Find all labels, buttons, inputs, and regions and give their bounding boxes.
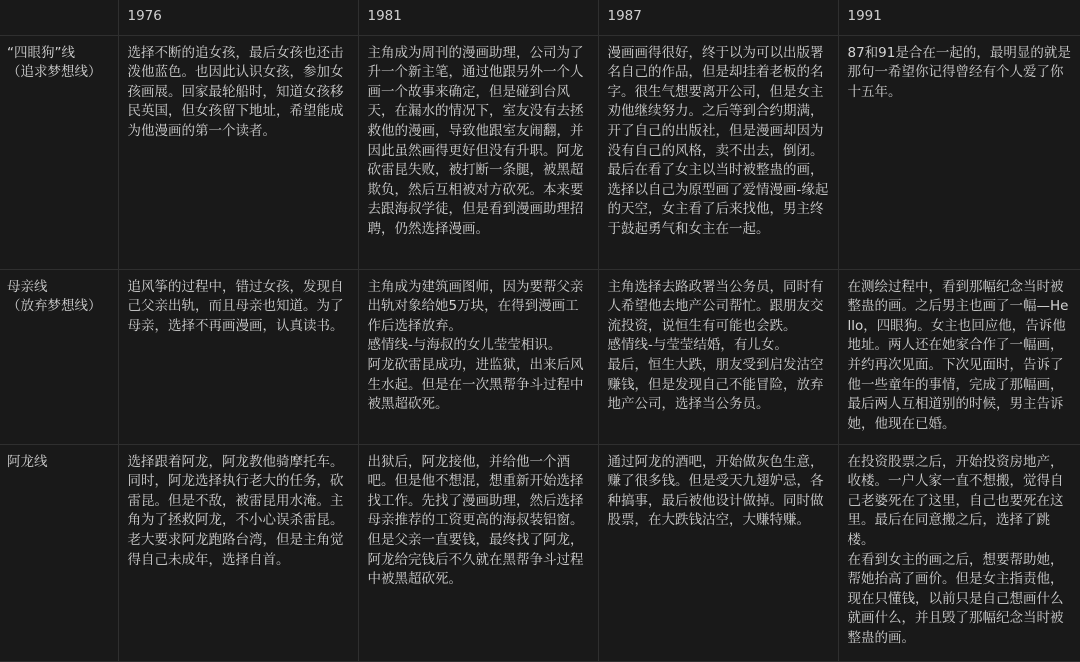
header-cell-1987: 1987 [598, 0, 838, 35]
header-cell-1976: 1976 [118, 0, 358, 35]
cell-paragraph: 87和91是合在一起的，最明显的就是那句一希望你记得曾经有个人爱了你十五年。 [847, 44, 1071, 100]
row-label-cell [0, 35, 118, 269]
table-row [0, 269, 1080, 444]
table-cell [118, 269, 358, 444]
table-cell [598, 35, 838, 269]
table-cell [598, 444, 838, 661]
row-label-line: （追求梦想线） [7, 64, 102, 81]
row-label-line: （放弃梦想线） [7, 298, 102, 315]
header-row [0, 0, 1080, 35]
cell-paragraph: 主角成为建筑画图师，因为要帮父亲出轨对象给她5万块，在得到漫画工作后选择放弃。 [367, 278, 584, 334]
table-row [0, 35, 1080, 269]
table-cell [358, 444, 598, 661]
table-body [0, 35, 1080, 661]
table-header [0, 0, 1080, 35]
table-cell [598, 269, 838, 444]
cell-paragraph: 选择跟着阿龙，阿龙教他骑摩托车。同时，阿龙选择执行老大的任务，砍雷昆。但是不敌，被雷昆用水淹。主角为了拯救阿龙，不小心误杀雷昆。老大要求阿龙跑路台湾，但是主角觉得自己未成年，选择自首。 [127, 453, 344, 568]
cell-paragraph: 阿龙砍雷昆成功，进监狱，出来后风生水起。但是在一次黑帮争斗过程中被黑超砍死。 [367, 356, 584, 413]
header-cell-corner [0, 0, 118, 35]
row-label-cell [0, 444, 118, 661]
cell-paragraph: 感情线-与海叔的女儿莹莹相识。 [367, 337, 562, 354]
row-label-line: 阿龙线 [7, 453, 48, 470]
row-label-cell [0, 269, 118, 444]
table-row [0, 444, 1080, 661]
cell-paragraph: 在看到女主的画之后，想要帮助她，帮她抬高了画价。但是女主指责他，现在只懂钱，以前只是自己想画什么就画什么，并且毁了那幅纪念当时被整蛊的画。 [847, 551, 1064, 646]
cell-paragraph: 在投资股票之后，开始投资房地产，收楼。一户人家一直不想搬，觉得自己老婆死在了这里，自己也要死在这里。最后在同意搬之后，选择了跳楼。 [847, 453, 1064, 548]
cell-paragraph: 追风筝的过程中，错过女孩，发现自己父亲出轨，而且母亲也知道。为了母亲，选择不再画漫画，认真读书。 [127, 278, 344, 334]
table-cell [358, 269, 598, 444]
header-cell-1981: 1981 [358, 0, 598, 35]
table-cell [358, 35, 598, 269]
cell-paragraph: 通过阿龙的酒吧，开始做灰色生意，赚了很多钱。但是受天九翅妒忌，各种搞事，最后被他设计做掉。同时做股票，在大跌钱沽空，大赚特赚。 [607, 453, 824, 529]
cell-paragraph: 在测绘过程中，看到那幅纪念当时被整蛊的画。之后男主也画了一幅—Hello，四眼狗。女主也回应他，告诉他地址。两人还在她家合作了一幅画，并约再次见面。下次见面时，告诉了他一些童年的事情，完成了那幅画，最后两人互相道别的时候，男主告诉她，他现在已婚。 [847, 278, 1069, 432]
cell-paragraph: 出狱后，阿龙接他，并给他一个酒吧。但是他不想混，想重新开始选择找工作。先找了漫画助理，然后选择母亲推荐的工资更高的海叔装铝窗。但是父亲一直要钱，最终找了阿龙，阿龙给完钱后不久就在黑帮争斗过程中被黑超砍死。 [367, 453, 584, 588]
table-cell [118, 444, 358, 661]
table-cell [838, 269, 1080, 444]
table-cell [838, 444, 1080, 661]
row-label-line: “四眼狗”线 [7, 44, 75, 61]
row-label-line: 母亲线 [7, 278, 48, 295]
cell-paragraph: 感情线-与莹莹结婚，有儿女。 [607, 337, 788, 354]
cell-paragraph: 主角选择去路政署当公务员，同时有人希望他去地产公司帮忙。跟朋友交流投资，说恒生有可能也会跌。 [607, 278, 824, 334]
cell-paragraph: 选择不断的追女孩，最后女孩也还击泼他蓝色。也因此认识女孩，参加女孩画展。回家最轮船时，知道女孩移民英国，但女孩留下地址，希望能成为他漫画的第一个读者。 [127, 44, 344, 139]
table-cell [838, 35, 1080, 269]
cell-paragraph: 漫画画得很好，终于以为可以出版署名自己的作品，但是却挂着老板的名字。很生气想要离开公司，但是女主劝他继续努力。之后等到合约期满，开了自己的出版社，但是漫画却因为没有自己的风格，卖不出去，倒闭。最后在看了女主以当时被整蛊的画，选择以自己为原型画了爱情漫画-缘起的天空，女主看了后来找他，男主终于鼓起勇气和女主在一起。 [607, 44, 829, 237]
cell-paragraph: 主角成为周刊的漫画助理，公司为了升一个新主笔，通过他跟另外一个人画一个故事来确定，但是碰到台风天，在漏水的情况下，室友没有去拯救他的漫画，导致他跟室友闹翻，并因此虽然画得更好但没有升职。阿龙砍雷昆失败，被打断一条腿，被黑超欺负，然后互相被对方砍死。本来要去跟海叔学徒，但是看到漫画助理招聘，仍然选择漫画。 [367, 44, 584, 237]
cell-paragraph: 最后，恒生大跌，朋友受到启发沽空赚钱，但是发现自己不能冒险，放弃地产公司，选择当公务员。 [607, 356, 824, 413]
table-cell [118, 35, 358, 269]
header-cell-1991: 1991 [838, 0, 1080, 35]
